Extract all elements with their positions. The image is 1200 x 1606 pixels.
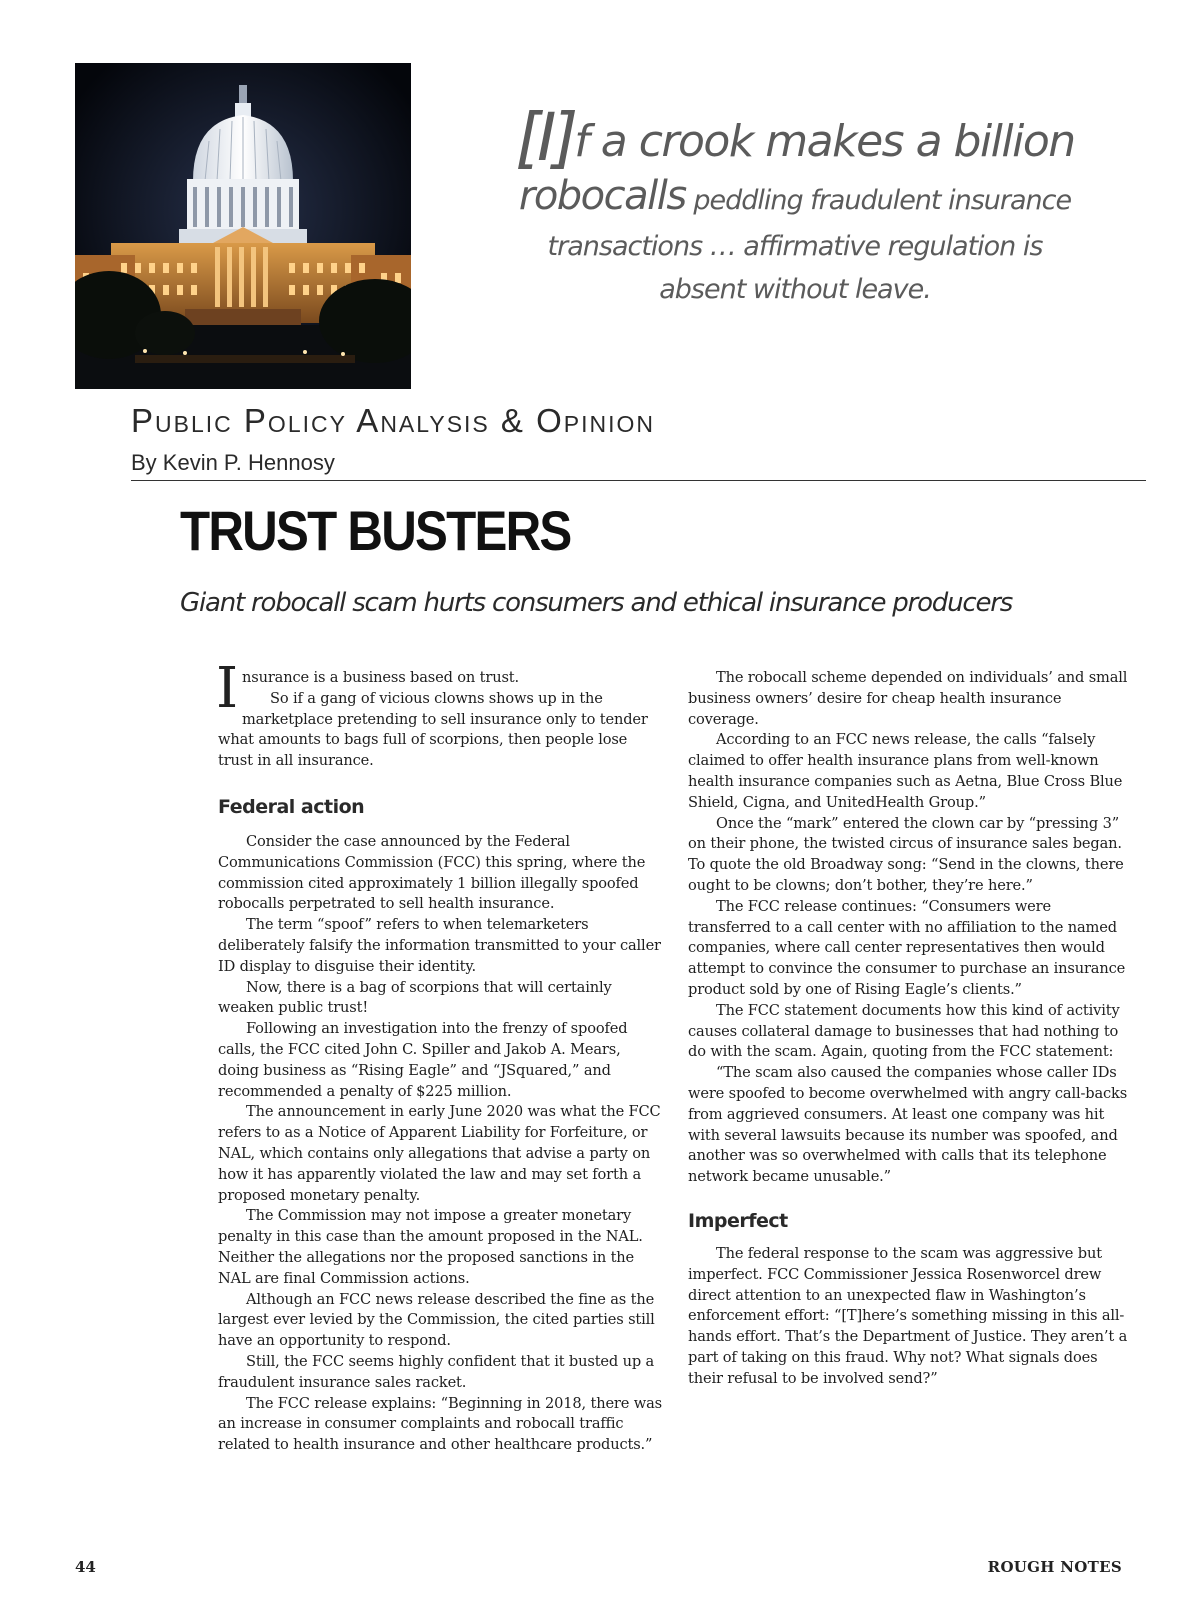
paragraph: The term “spoof” refers to when telemarketers deliberately falsify the information transmitted to your caller ID display to disguise their identity. (218, 916, 661, 975)
pull-quote-line-2 (470, 172, 1120, 225)
publication-name: ROUGH NOTES (987, 1558, 1122, 1576)
paragraph: The Commission may not impose a greater monetary penalty in this case than the amount proposed in the NAL. Neither the allegations nor the proposed sanctions in the NAL are final Commission actions. (218, 1207, 643, 1287)
drop-cap: I (216, 656, 238, 721)
byline: By Kevin P. Hennosy (131, 450, 335, 475)
paragraph: Although an FCC news release described the fine as the largest ever levied by the Commission, the cited parties still have an opportunity to respond. (218, 1290, 655, 1350)
headline: TRUST BUSTERS (180, 499, 571, 562)
paragraph: The FCC release explains: “Beginning in 2018, there was an increase in consumer complaints and robocall traffic related to health insurance and other healthcare products.” (218, 1394, 662, 1454)
paragraph: Once the “mark” entered the clown car by “pressing 3” on their phone, the twisted circus of insurance sales began. To quote the old Broadway song: “Send in the clowns, there ought to be clowns; don’t bother, they’re here.” (688, 814, 1124, 894)
page-number: 44 (75, 1558, 96, 1576)
paragraph: So if a gang of vicious clowns shows up in the marketplace pretending to sell insurance only to tender what amounts to bags full of scorpions, then people lose trust in all insurance. (218, 689, 648, 770)
article-column-right (688, 668, 1133, 1390)
section-title: Public Policy Analysis & Opinion (131, 402, 656, 439)
paragraph: The robocall scheme depended on individuals’ and small business owners’ desire for cheap health insurance coverage. (688, 669, 1128, 728)
deck: Giant robocall scam hurts consumers and ethical insurance producers (180, 588, 1013, 618)
intro-text: nsurance is a business based on trust. (241, 669, 519, 686)
pull-quote-line-1-text: f a crook makes a billion (574, 116, 1075, 167)
paragraph: According to an FCC news release, the calls “falsely claimed to offer health insurance plans from well-known health insurance companies such as Aetna, Blue Cross Blue Shield, Cigna, and UnitedHealth Group.” (688, 731, 1123, 811)
paragraph: “The scam also caused the companies whose caller IDs were spoofed to become overwhelmed with angry call-backs from aggrieved consumers. At least one company was hit with several lawsuits because its number was spoofed, and another was so overwhelmed with calls that its telephone network became unusable.” (688, 1064, 1128, 1186)
paragraph: Following an investigation into the frenzy of spoofed calls, the FCC cited John C. Spiller and Jakob A. Mears, doing business as “Rising Eagle” and “JSquared,” and recommended a penalty of $225 million. (218, 1020, 628, 1100)
paragraph: The announcement in early June 2020 was what the FCC refers to as a Notice of Apparent Liability for Forfeiture, or NAL, which contains only allegations that advise a party on how it has apparently violated the law and may set forth a proposed monetary penalty. (218, 1103, 661, 1204)
capitol-photo (75, 63, 411, 389)
article-column-left (216, 656, 663, 1456)
paragraph: The federal response to the scam was aggressive but imperfect. FCC Commissioner Jessica Rosenworcel drew direct attention to an unexpected flaw in Washington’s enforcement effort: “[T]here’s something missing in this all-hands effort. That’s the Department of Justice. They aren’t a part of taking on this fraud. Why not? What signals does their refusal to be involved send?” (688, 1244, 1128, 1387)
pull-quote-line-1 (470, 99, 1120, 176)
paragraph: The FCC statement documents how this kind of activity causes collateral damage to businesses that had nothing to do with the scam. Again, quoting from the FCC statement: (688, 1001, 1120, 1061)
paragraph: Still, the FCC seems highly confident that it busted up a fraudulent insurance sales racket. (218, 1352, 655, 1391)
subhead-federal-action: Federal action (218, 795, 365, 818)
intro-paragraph (216, 656, 663, 721)
pull-quote-line-4: absent without leave. (659, 274, 931, 305)
header-divider (131, 480, 1146, 481)
paragraph: Consider the case announced by the Federal Communications Commission (FCC) this spring, where the commission cited approximately 1 billion illegally spoofed robocalls perpetrated to sell health insurance. (218, 832, 646, 913)
pull-quote-line-3: transactions … affirmative regulation is (547, 231, 1043, 262)
pull-quote (470, 99, 1120, 311)
paragraph: Now, there is a bag of scorpions that will certainly weaken public trust! (218, 978, 612, 1017)
pull-quote-emphasis: robocalls (518, 173, 686, 219)
paragraph: The FCC release continues: “Consumers were transferred to a call center with no affiliation to the named companies, where call center representatives then would attempt to convince the consumer to purchase an insurance product sold by one of Rising Eagle’s clients.” (688, 897, 1126, 998)
subhead-imperfect: Imperfect (688, 1209, 788, 1232)
pull-quote-line-2-text: peddling fraudulent insurance (685, 185, 1072, 216)
pull-quote-bracket: [I] (515, 99, 575, 176)
capitol-illustration (75, 63, 411, 389)
